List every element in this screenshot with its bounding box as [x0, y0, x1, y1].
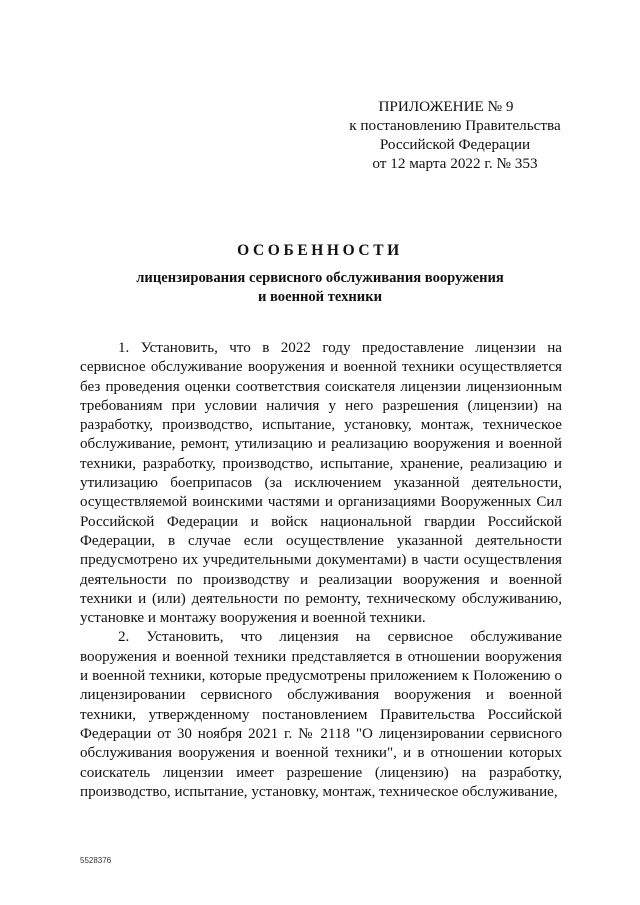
appendix-decree-line: к постановлению Правительства [349, 117, 561, 134]
document-subtitle [80, 269, 560, 306]
paragraph-1: 1. Установить, что в 2022 году предоставление лицензии на сервисное обслуживание вооружения и военной техники осуществляется без проведения оценки соответствия соискателя лицензии лицензионным требованиям при условии наличия у него разрешения (лицензии) на разработку, производство, испытание, установку, монтаж, техническое обслуживание, ремонт, утилизацию и реализацию вооружения и военной техники, разработку, производство, испытание, хранение, реализацию и утилизацию боеприпасов (за исключением указанной деятельности, осуществляемой воинскими частями и организациями Вооруженных Сил Российской Федерации и войск национальной гвардии Российской Федерации, в случае если осуществление указанной деятельности предусмотрено их учредительными документами) в части осуществления деятельности по производству и реализации вооружения и военной техники и (или) деятельности по ремонту, техническому обслуживанию, установке и монтажу вооружения и военной техники. [80, 340, 562, 627]
paragraph-2: 2. Установить, что лицензия на сервисное обслуживание вооружения и военной техники представляется в отношении вооружения и военной техники, которые предусмотрены приложением к Положению о лицензировании сервисного обслуживания вооружения и военной техники, утвержденному постановлением Правительства Российской Федерации от 30 ноября 2021 г. № 2118 "О лицензировании сервисного обслуживания вооружения и военной техники", и в отношении которых соискатель лицензии имеет разрешение (лицензию) на разработку, производство, испытание, установку, монтаж, техническое обслуживание, [80, 629, 562, 800]
appendix-label: ПРИЛОЖЕНИЕ № 9 [378, 98, 514, 115]
document-number: 5528376 [80, 856, 112, 865]
appendix-header [330, 97, 580, 173]
subtitle-line-2: и военной техники [257, 288, 383, 305]
document-title: ОСОБЕННОСТИ [237, 242, 403, 259]
document-title-block [80, 241, 560, 306]
subtitle-line-1: лицензирования сервисного обслуживания вооружения [136, 270, 504, 286]
appendix-federation-line: Российской Федерации [379, 136, 531, 153]
appendix-date-number-line: от 12 марта 2022 г. № 353 [372, 155, 538, 172]
document-body [80, 339, 562, 802]
